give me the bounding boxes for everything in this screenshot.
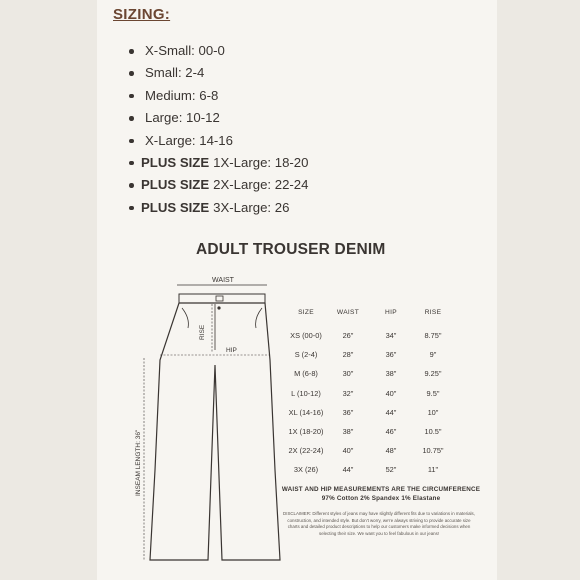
measurement-note: WAIST AND HIP MEASUREMENTS ARE THE CIRCUMFERENCE	[281, 486, 481, 493]
table-row: S (2-4) 28" 36" 9"	[294, 350, 437, 359]
inseam-label: INSEAM LENGTH: 36"	[135, 429, 142, 496]
fabric-composition: 97% Cotton 2% Spandex 1% Elastane	[321, 495, 441, 502]
button-icon	[217, 306, 220, 309]
table-row: XL (14-16) 36" 44" 10"	[288, 408, 439, 417]
hip-label: HIP	[226, 347, 237, 354]
table-row: M (6-8) 30" 38" 9.25"	[294, 369, 442, 378]
chart-title: ADULT TROUSER DENIM	[196, 241, 386, 258]
table-row: L (10-12) 32" 40" 9.5"	[291, 389, 440, 398]
list-item: X-Large: 14-16	[129, 130, 308, 152]
sizing-title: SIZING:	[113, 6, 171, 23]
size-list	[129, 40, 308, 219]
column-header-waist: WAIST	[336, 309, 360, 316]
list-item: PLUS SIZE 2X-Large: 22-24	[129, 174, 308, 196]
rise-label: RISE	[199, 324, 206, 340]
list-item: Large: 10-12	[129, 107, 308, 129]
table-row: 3X (26) 44" 52" 11"	[293, 465, 439, 474]
table-row: XS (00-0) 26" 34" 8.75"	[290, 331, 442, 340]
jeans-diagram	[130, 270, 290, 570]
list-item: PLUS SIZE 3X-Large: 26	[129, 197, 308, 219]
table-row: 1X (18-20) 38" 46" 10.5"	[288, 427, 442, 436]
waist-label: WAIST	[212, 277, 234, 284]
column-header-hip: HIP	[385, 309, 397, 316]
table-row: 2X (22-24) 40" 48" 10.75"	[288, 446, 444, 455]
table-header	[286, 309, 470, 323]
waistband	[179, 294, 265, 303]
disclaimer: DISCLAIMER: Different styles of jeans may have slightly different fits due to variations in materials, construction, and intended style. But don't worry, we're always striving to provide accurate size charts and detailed product descriptions to help our customers make informed decisions when selecting their size. We want you to feel fabulous in our jeans!	[283, 511, 475, 536]
list-item: Small: 2-4	[129, 62, 308, 84]
list-item: Medium: 6-8	[129, 85, 308, 107]
list-item: PLUS SIZE 1X-Large: 18-20	[129, 152, 308, 174]
column-header-rise: RISE	[424, 309, 442, 316]
list-item: X-Small: 00-0	[129, 40, 308, 62]
column-header-size: SIZE	[298, 309, 314, 316]
